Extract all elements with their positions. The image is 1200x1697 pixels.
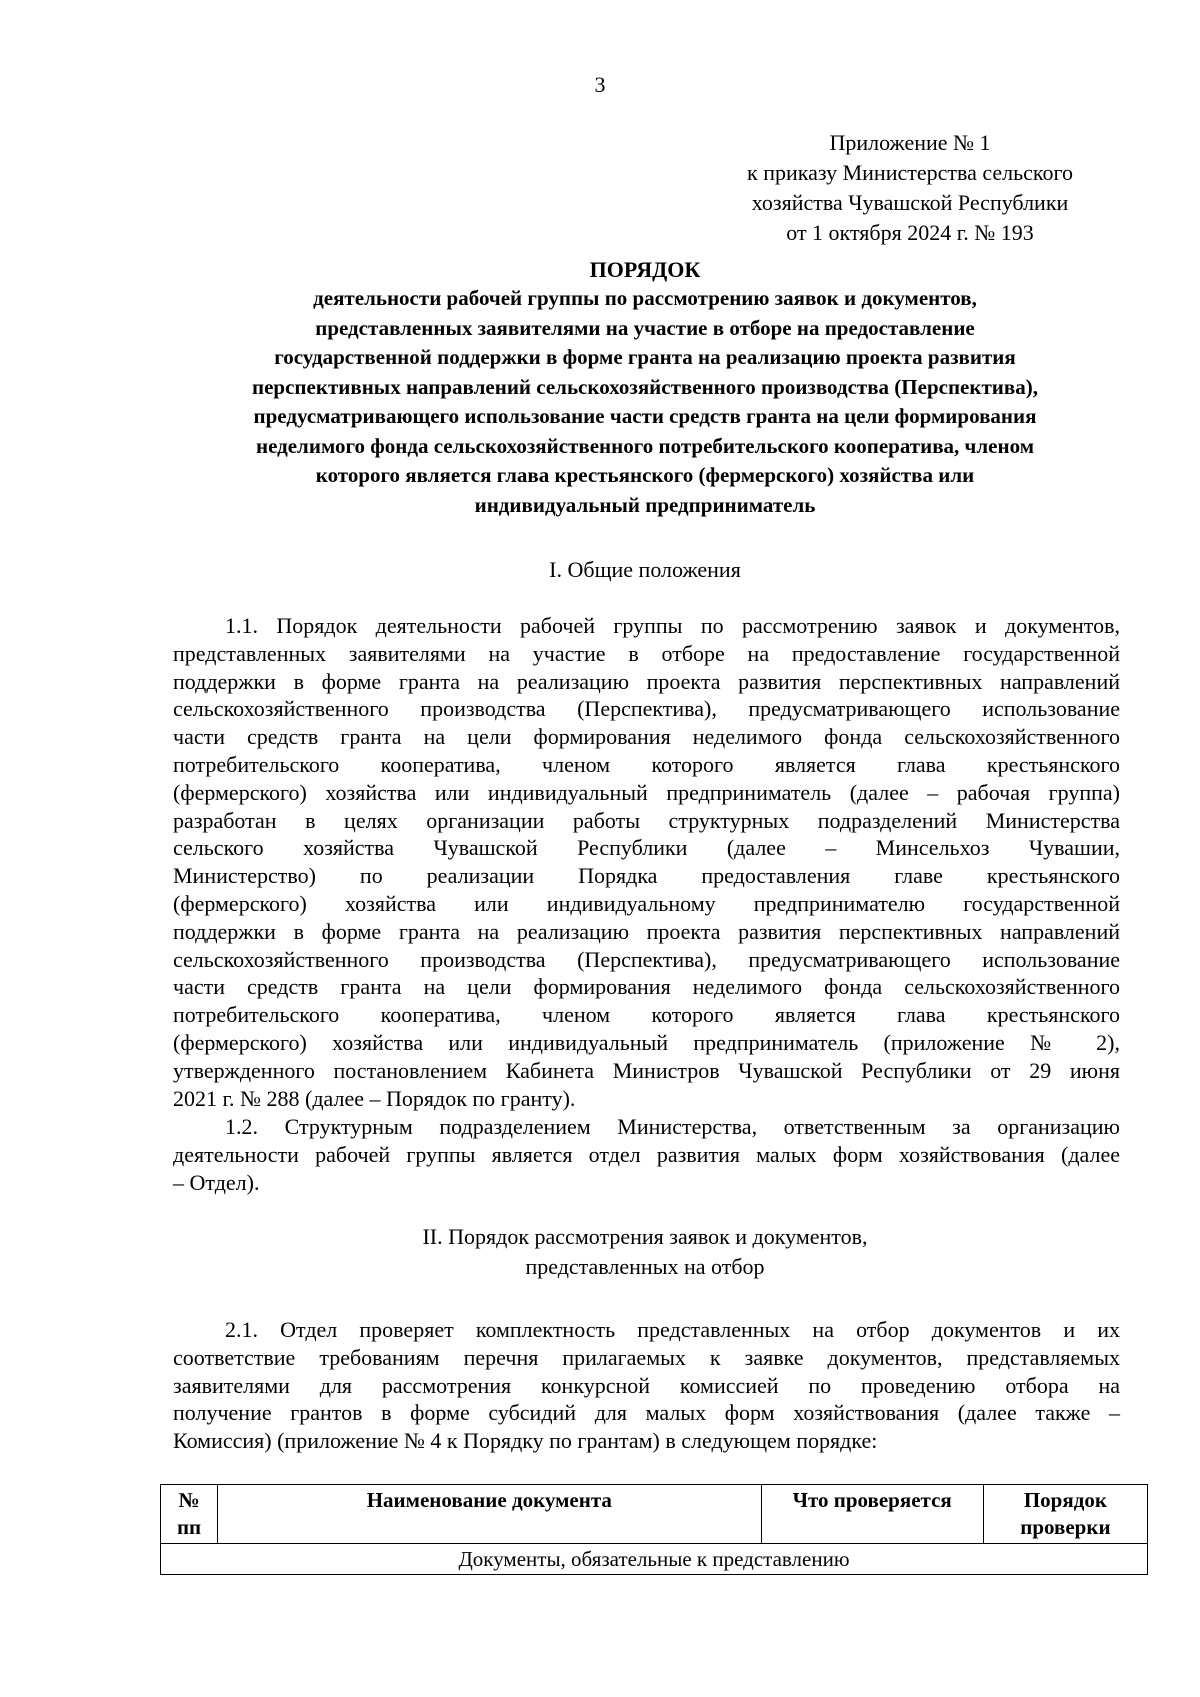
header-text: №: [178, 1488, 200, 1512]
paragraph-line: сельскохозяйственного производства (Перспектива), предусматривающего использование: [173, 946, 1120, 972]
header-what-checked: Что проверяется: [761, 1485, 983, 1544]
appendix-block: [680, 128, 1140, 248]
documents-table: [160, 1484, 1148, 1575]
subtitle-line: предусматривающего использование части средств гранта на цели формирования: [253, 404, 1037, 428]
page-number: 3: [594, 72, 606, 97]
paragraph-line: 1.1. Порядок деятельности рабочей группы по рассмотрению заявок и документов,: [225, 613, 1120, 638]
subtitle-line: которого является глава крестьянского (фермерского) хозяйства или: [315, 463, 975, 487]
paragraph-line: поддержки в форме гранта на реализацию проекта развития перспективных направлений: [173, 668, 1120, 694]
paragraph-1-2: [173, 1113, 1120, 1196]
paragraph-line: 2.1. Отдел проверяет комплектность представленных на отбор документов и их: [225, 1317, 1120, 1342]
paragraph-line: потребительского кооператива, членом которого является глава крестьянского: [173, 751, 1120, 777]
section-heading-text: II. Порядок рассмотрения заявок и документов,: [422, 1224, 868, 1249]
paragraph-line: потребительского кооператива, членом которого является глава крестьянского: [173, 1002, 1120, 1028]
paragraph-line: части средств гранта на цели формирования неделимого фонда сельскохозяйственного: [173, 974, 1120, 1000]
paragraph-line: деятельности рабочей группы является отдел развития малых форм хозяйствования (далее: [173, 1141, 1120, 1167]
subtitle-line: перспективных направлений сельскохозяйственного производства (Перспектива),: [252, 374, 1038, 399]
appendix-line: Приложение № 1: [829, 130, 991, 155]
header-document-name: Наименование документа: [218, 1485, 761, 1544]
paragraph-line: сельского хозяйства Чувашской Республики (далее – Минсельхоз Чувашии,: [173, 835, 1120, 861]
subtitle-line: представленных заявителями на участие в отборе на предоставление: [315, 315, 975, 340]
paragraph-line: части средств гранта на цели формирования неделимого фонда сельскохозяйственного: [173, 724, 1120, 750]
header-text: Порядок: [1023, 1488, 1107, 1512]
paragraph-line: 2021 г. № 288 (далее – Порядок по гранту).: [173, 1085, 576, 1111]
section-heading-review: [120, 1222, 1170, 1282]
paragraph-line: представленных заявителями на участие в отборе на предоставление государственной: [173, 640, 1120, 666]
header-check-order: [983, 1485, 1147, 1544]
table-header-row: [161, 1485, 1148, 1544]
table-row: [161, 1544, 1148, 1575]
paragraph-line: заявителями для рассмотрения конкурсной комиссией по проведению отбора на: [173, 1372, 1120, 1398]
appendix-line: хозяйства Чувашской Республики: [751, 190, 1069, 215]
paragraph-line: 1.2. Структурным подразделением Министерства, ответственным за организацию: [225, 1114, 1120, 1139]
paragraph-line: утвержденного постановлением Кабинета Министров Чувашской Республики от 29 июня: [173, 1057, 1120, 1083]
subtitle-line: деятельности рабочей группы по рассмотрению заявок и документов,: [313, 286, 977, 310]
subtitle-line: индивидуальный предприниматель: [474, 492, 816, 517]
header-number: [161, 1485, 218, 1544]
paragraph-line: – Отдел).: [173, 1169, 260, 1195]
paragraph-line: (фермерского) хозяйства или индивидуальный предприниматель (далее – рабочая группа): [173, 779, 1120, 805]
paragraph-2-1: [173, 1316, 1120, 1455]
paragraph-line: поддержки в форме гранта на реализацию проекта развития перспективных направлений: [173, 918, 1120, 944]
paragraph-line: (фермерского) хозяйства или индивидуальному предпринимателю государственной: [173, 890, 1120, 916]
group-row-label: Документы, обязательные к представлению: [161, 1544, 1148, 1575]
paragraph-line: соответствие требованиям перечня прилагаемых к заявке документов, представляемых: [173, 1344, 1120, 1370]
paragraph-line: разработан в целях организации работы структурных подразделений Министерства: [173, 807, 1120, 833]
section-heading-text: представленных на отбор: [525, 1254, 765, 1279]
section-heading-general: [120, 555, 1170, 585]
paragraph-line: Министерство) по реализации Порядка предоставления главе крестьянского: [173, 863, 1120, 889]
paragraph-line: сельскохозяйственного производства (Перспектива), предусматривающего использование: [173, 696, 1120, 722]
paragraph-line: Комиссия) (приложение № 4 к Порядку по грантам) в следующем порядке:: [173, 1428, 878, 1454]
paragraph-line: (фермерского) хозяйства или индивидуальный предприниматель (приложение № 2),: [173, 1029, 1120, 1055]
appendix-line: от 1 октября 2024 г. № 193: [786, 220, 1034, 245]
paragraph-1-1: [173, 612, 1120, 1112]
subtitle-line: государственной поддержки в форме гранта на реализацию проекта развития: [274, 345, 1016, 369]
paragraph-line: получение грантов в форме субсидий для малых форм хозяйствования (далее также –: [173, 1400, 1120, 1426]
subtitle-line: неделимого фонда сельскохозяйственного потребительского кооператива, членом: [255, 433, 1035, 458]
document-title: ПОРЯДОК: [589, 257, 701, 282]
document-subtitle: [120, 284, 1170, 520]
section-heading-text: I. Общие положения: [549, 557, 741, 582]
header-text: пп: [176, 1515, 202, 1539]
header-text: проверки: [1020, 1515, 1111, 1539]
appendix-line: к приказу Министерства сельского: [747, 160, 1073, 185]
